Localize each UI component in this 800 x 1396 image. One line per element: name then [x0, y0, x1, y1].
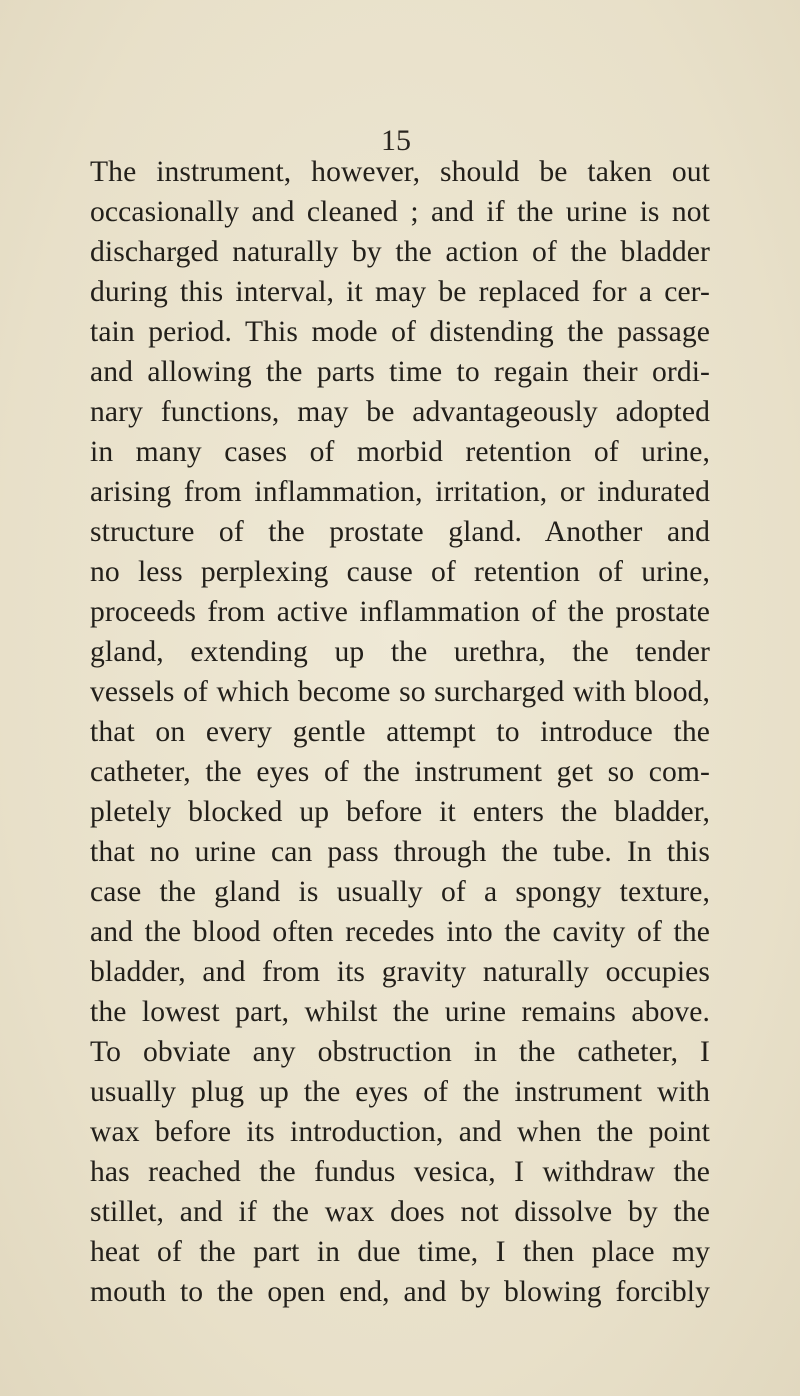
text-line: heat of the part in due time, I then place my	[90, 1236, 710, 1268]
text-line: in many cases of morbid retention of urine,	[90, 436, 710, 468]
text-line: occasionally and cleaned ; and if the urine is not	[90, 196, 710, 228]
text-line: To obviate any obstruction in the catheter, I	[90, 1036, 710, 1068]
text-line: proceeds from active inflammation of the prostate	[90, 596, 710, 628]
text-line: during this interval, it may be replaced for a cer-	[90, 276, 710, 308]
text-line: catheter, the eyes of the instrument get so com-	[90, 756, 710, 788]
text-line: usually plug up the eyes of the instrument with	[90, 1076, 710, 1108]
text-line: wax before its introduction, and when the point	[90, 1116, 710, 1148]
text-line: gland, extending up the urethra, the tender	[90, 636, 710, 668]
text-line: nary functions, may be advantageously adopted	[90, 396, 710, 428]
text-line: no less perplexing cause of retention of urine,	[90, 556, 710, 588]
text-line: discharged naturally by the action of the bladder	[90, 236, 710, 268]
body-text	[90, 152, 710, 1312]
text-line: mouth to the open end, and by blowing forcibly	[90, 1276, 710, 1308]
text-line: case the gland is usually of a spongy texture,	[90, 876, 710, 908]
text-line: has reached the fundus vesica, I withdraw the	[90, 1156, 710, 1188]
text-line: and the blood often recedes into the cavity of the	[90, 916, 710, 948]
text-line: the lowest part, whilst the urine remains above.	[90, 996, 710, 1028]
text-line: stillet, and if the wax does not dissolve by the	[90, 1196, 710, 1228]
text-line: that no urine can pass through the tube. In this	[90, 836, 710, 868]
text-line: structure of the prostate gland. Another and	[90, 516, 710, 548]
text-line: The instrument, however, should be taken out	[90, 156, 710, 188]
text-line: and allowing the parts time to regain their ordi-	[90, 356, 710, 388]
text-line: tain period. This mode of distending the passage	[90, 316, 710, 348]
text-line: arising from inflammation, irritation, or indurated	[90, 476, 710, 508]
text-line: that on every gentle attempt to introduce the	[90, 716, 710, 748]
text-line: bladder, and from its gravity naturally occupies	[90, 956, 710, 988]
page-number: 15	[381, 124, 411, 157]
text-line: vessels of which become so surcharged with blood,	[90, 676, 710, 708]
text-line: pletely blocked up before it enters the bladder,	[90, 796, 710, 828]
